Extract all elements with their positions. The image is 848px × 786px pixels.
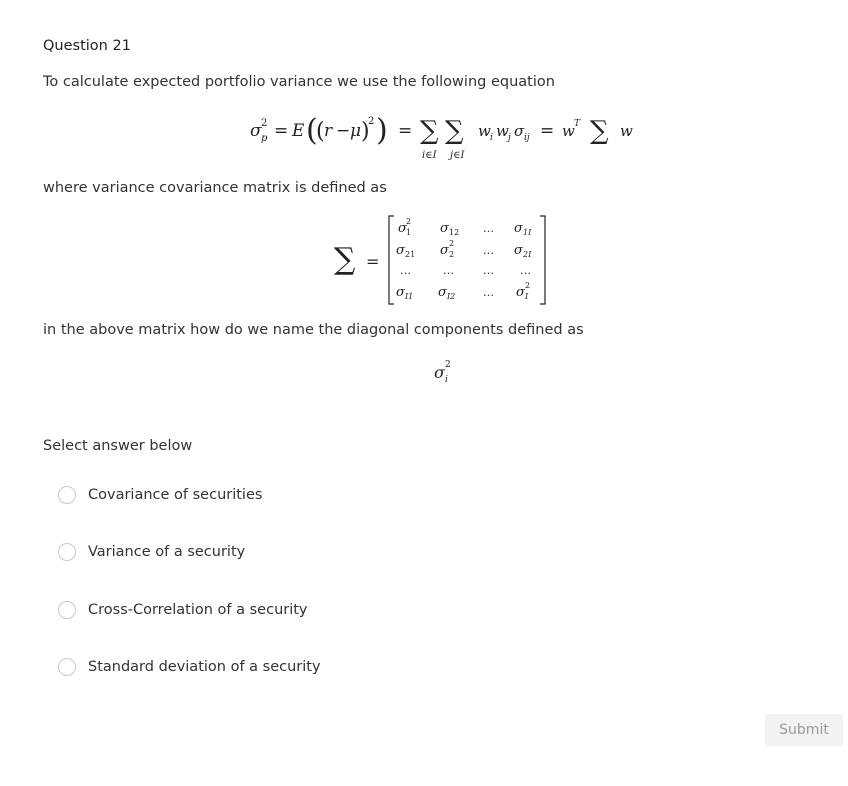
answer-option-label: Covariance of securities	[88, 487, 263, 503]
svg-text:I1: I1	[405, 292, 414, 301]
svg-text:2: 2	[449, 239, 455, 248]
svg-text:i∈I: i∈I	[422, 150, 437, 161]
svg-text:=: =	[274, 121, 289, 141]
svg-text:=: =	[540, 121, 555, 141]
svg-text:): )	[376, 113, 388, 148]
svg-text:=: =	[398, 121, 413, 141]
svg-text:∑: ∑	[334, 242, 356, 277]
svg-text:r: r	[324, 121, 333, 141]
question-title: Question 21	[43, 38, 131, 54]
svg-text:(: (	[306, 113, 318, 148]
svg-text:2I: 2I	[523, 250, 532, 259]
svg-text:E: E	[292, 121, 305, 141]
covariance-matrix	[330, 212, 560, 308]
svg-text:∑: ∑	[590, 116, 609, 146]
svg-text:1: 1	[406, 228, 412, 237]
radio-button[interactable]	[58, 658, 76, 676]
diagonal-element-formula	[428, 356, 468, 386]
svg-text:): )	[361, 119, 370, 144]
svg-text:∑: ∑	[445, 116, 464, 146]
radio-button[interactable]	[58, 543, 76, 561]
svg-text:21: 21	[405, 250, 416, 259]
question-ask: in the above matrix how do we name the diagonal components defined as	[43, 322, 584, 338]
svg-text:2: 2	[525, 281, 531, 290]
svg-text:w: w	[562, 122, 575, 140]
svg-text:…: …	[483, 286, 494, 299]
svg-text:i: i	[490, 133, 493, 143]
radio-button[interactable]	[58, 486, 76, 504]
select-answer-label: Select answer below	[43, 438, 193, 454]
svg-text:i: i	[445, 375, 448, 385]
svg-text:σ: σ	[514, 122, 525, 140]
svg-text:w: w	[478, 122, 491, 140]
svg-text:I: I	[525, 292, 529, 301]
answer-option-label: Cross-Correlation of a security	[88, 602, 308, 618]
svg-text:−: −	[336, 121, 351, 141]
svg-text:σ: σ	[396, 243, 405, 258]
svg-text:T: T	[574, 119, 581, 129]
svg-text:ij: ij	[524, 133, 530, 143]
svg-text:2: 2	[406, 217, 412, 226]
answer-option-label: Variance of a security	[88, 544, 246, 560]
svg-text:(: (	[316, 119, 325, 144]
svg-text:p: p	[261, 133, 268, 144]
svg-text:σ: σ	[514, 243, 523, 258]
svg-text:σ: σ	[438, 285, 447, 300]
svg-text:…: …	[520, 264, 531, 277]
svg-text:σ: σ	[440, 221, 449, 236]
answer-option[interactable]	[58, 598, 308, 622]
answer-option-label: Standard deviation of a security	[88, 659, 321, 675]
portfolio-variance-equation	[250, 108, 650, 168]
svg-text:…: …	[483, 264, 494, 277]
svg-text:σ: σ	[250, 121, 262, 141]
svg-text:2: 2	[261, 118, 268, 129]
svg-text:I2: I2	[447, 292, 456, 301]
question-prompt: To calculate expected portfolio variance we use the following equation	[43, 74, 555, 90]
svg-text:…: …	[443, 264, 454, 277]
svg-text:2: 2	[449, 250, 455, 259]
svg-text:…: …	[400, 264, 411, 277]
svg-text:2: 2	[445, 360, 451, 370]
svg-text:12: 12	[449, 228, 460, 237]
svg-text:=: =	[366, 252, 380, 271]
svg-text:μ: μ	[350, 121, 362, 141]
answer-option[interactable]	[58, 655, 321, 679]
svg-text:j∈I: j∈I	[450, 150, 465, 161]
svg-text:1I: 1I	[523, 228, 532, 237]
answer-option[interactable]	[58, 483, 262, 507]
submit-button[interactable]: Submit	[765, 714, 843, 746]
svg-text:∑: ∑	[420, 116, 439, 146]
matrix-intro: where variance covariance matrix is defined as	[43, 180, 387, 196]
svg-text:σ: σ	[514, 221, 523, 236]
svg-text:…: …	[483, 244, 494, 257]
svg-text:2: 2	[368, 116, 375, 127]
svg-text:σ: σ	[434, 363, 445, 382]
radio-button[interactable]	[58, 601, 76, 619]
svg-text:j: j	[508, 133, 511, 143]
answer-option[interactable]	[58, 540, 245, 564]
svg-text:w: w	[496, 122, 509, 140]
svg-text:σ: σ	[516, 285, 525, 300]
svg-text:σ: σ	[396, 285, 405, 300]
svg-text:σ: σ	[398, 221, 407, 236]
svg-text:…: …	[483, 222, 494, 235]
svg-text:w: w	[620, 122, 633, 140]
svg-text:σ: σ	[440, 243, 449, 258]
